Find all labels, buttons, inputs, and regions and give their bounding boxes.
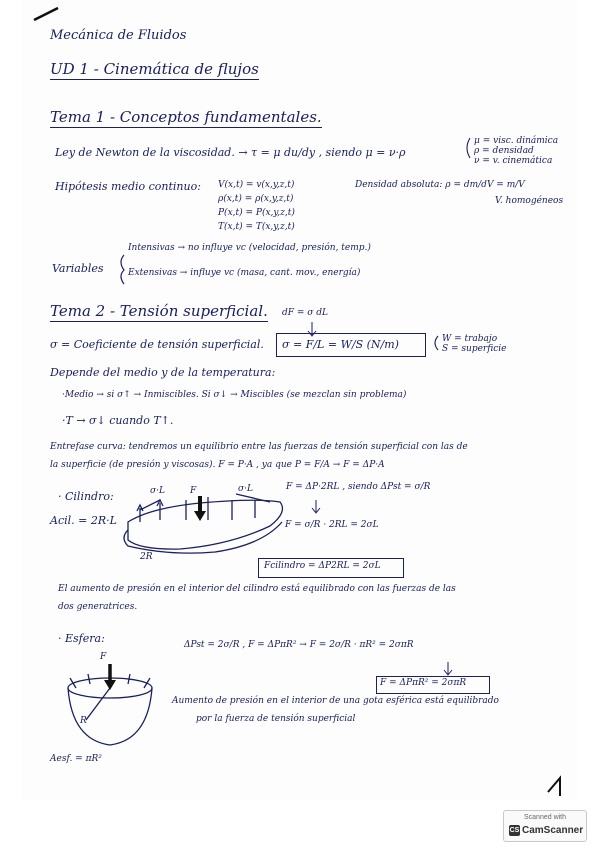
newton-def-1: μ = visc. dinámica <box>474 136 559 146</box>
newton-def-2: ρ = densidad <box>474 146 534 156</box>
field-t: T(x,t) = T(x,y,z,t) <box>218 222 295 232</box>
unit-title: UD 1 - Cinemática de flujos <box>50 60 259 78</box>
sphere-text-2: por la fuerza de tensión superficial <box>196 714 356 724</box>
interface-text-1: Entrefase curva: tendremos un equilibrio entre las fuerzas de tensión superficial con las de <box>50 442 468 452</box>
cylinder-label: · Cilindro: <box>58 490 114 503</box>
tema1-title: Tema 1 - Conceptos fundamentales. <box>50 108 322 126</box>
cylinder-text-2: dos generatrices. <box>58 602 138 612</box>
sphere-text-1: Aumento de presión en el interior de una gota esférica está equilibrado <box>172 696 499 706</box>
diagram-label-sl-left: σ·L <box>150 486 165 496</box>
density-def: Densidad absoluta: ρ = dm/dV = m/V <box>355 180 525 190</box>
page-number <box>566 776 567 777</box>
diagram-label-r: R <box>80 716 87 726</box>
cylinder-diagram <box>124 494 282 553</box>
diagram-label-2r: 2R <box>140 552 153 562</box>
sphere-eq: ΔPst = 2σ/R , F = ΔPπR² → F = 2σ/R · πR² = 2σπR <box>184 640 414 650</box>
cylinder-text-1: El aumento de presión en el interior del cilindro está equilibrado con las fuerzas de las <box>58 584 456 594</box>
intensive-vars: Intensivas → no influye vc (velocidad, presión, temp.) <box>128 243 371 253</box>
sigma-formula: σ = F/L = W/S (N/m) <box>282 338 399 351</box>
scanner-line-2: CamScanner <box>522 825 584 836</box>
field-p: P(x,t) = P(x,y,z,t) <box>218 208 295 218</box>
diagram-label-f-cyl: F <box>190 486 197 496</box>
df-eq: dF = σ dL <box>282 308 329 318</box>
f-cylinder: Fcilindro = ΔP2RL = 2σL <box>264 561 381 571</box>
cylinder-eq-2: F = σ/R · 2RL = 2σL <box>285 520 379 530</box>
scanner-line-1: Scanned with <box>523 814 567 821</box>
tema2-title: Tema 2 - Tensión superficial. <box>50 302 268 320</box>
homog-label: V. homogéneos <box>495 196 564 206</box>
continuum-label: Hipótesis medio continuo: <box>55 180 201 193</box>
field-rho: ρ(x,t) = ρ(x,y,z,t) <box>218 194 294 204</box>
f-sphere: F = ΔPπR² = 2σπR <box>380 678 467 688</box>
cylinder-area: Acil. = 2R·L <box>50 514 117 527</box>
newton-def-3: ν = v. cinemática <box>474 156 553 166</box>
diagram-label-sl-right: σ·L <box>238 484 253 494</box>
cylinder-eq-1: F = ΔP·2RL , siendo ΔPst = σ/R <box>286 482 431 492</box>
scanner-watermark <box>503 810 587 842</box>
medio-text: ·Medio → si σ↑ → Inmiscibles. Si σ↓ → Miscibles (se mezclan sin problema) <box>62 390 407 400</box>
course-title: Mecánica de Fluidos <box>50 28 187 43</box>
sphere-label: · Esfera: <box>58 632 105 645</box>
extensive-vars: Extensivas → influye vc (masa, cant. mov., energía) <box>128 268 361 278</box>
ws-def-2: S = superficie <box>442 344 507 354</box>
interface-text-2: la superficie (de presión y viscosas). F = P·A , ya que P = F/A → F = ΔP·A <box>50 460 385 470</box>
ws-def-1: W = trabajo <box>442 334 498 344</box>
field-v: V(x,t) = v(x,y,z,t) <box>218 180 295 190</box>
camscanner-logo-icon: CS <box>509 827 520 834</box>
diagram-label-f-sph: F <box>100 652 107 662</box>
sigma-def: σ = Coeficiente de tensión superficial. <box>50 338 264 351</box>
temp-text: ·T → σ↓ cuando T↑. <box>62 414 174 427</box>
variables-label: Variables <box>52 262 104 275</box>
depends-text: Depende del medio y de la temperatura: <box>50 366 276 379</box>
sphere-area: Aesf. = πR² <box>50 754 102 764</box>
newton-law: Ley de Newton de la viscosidad. → τ = μ du/dy , siendo μ = ν·ρ <box>55 146 406 159</box>
